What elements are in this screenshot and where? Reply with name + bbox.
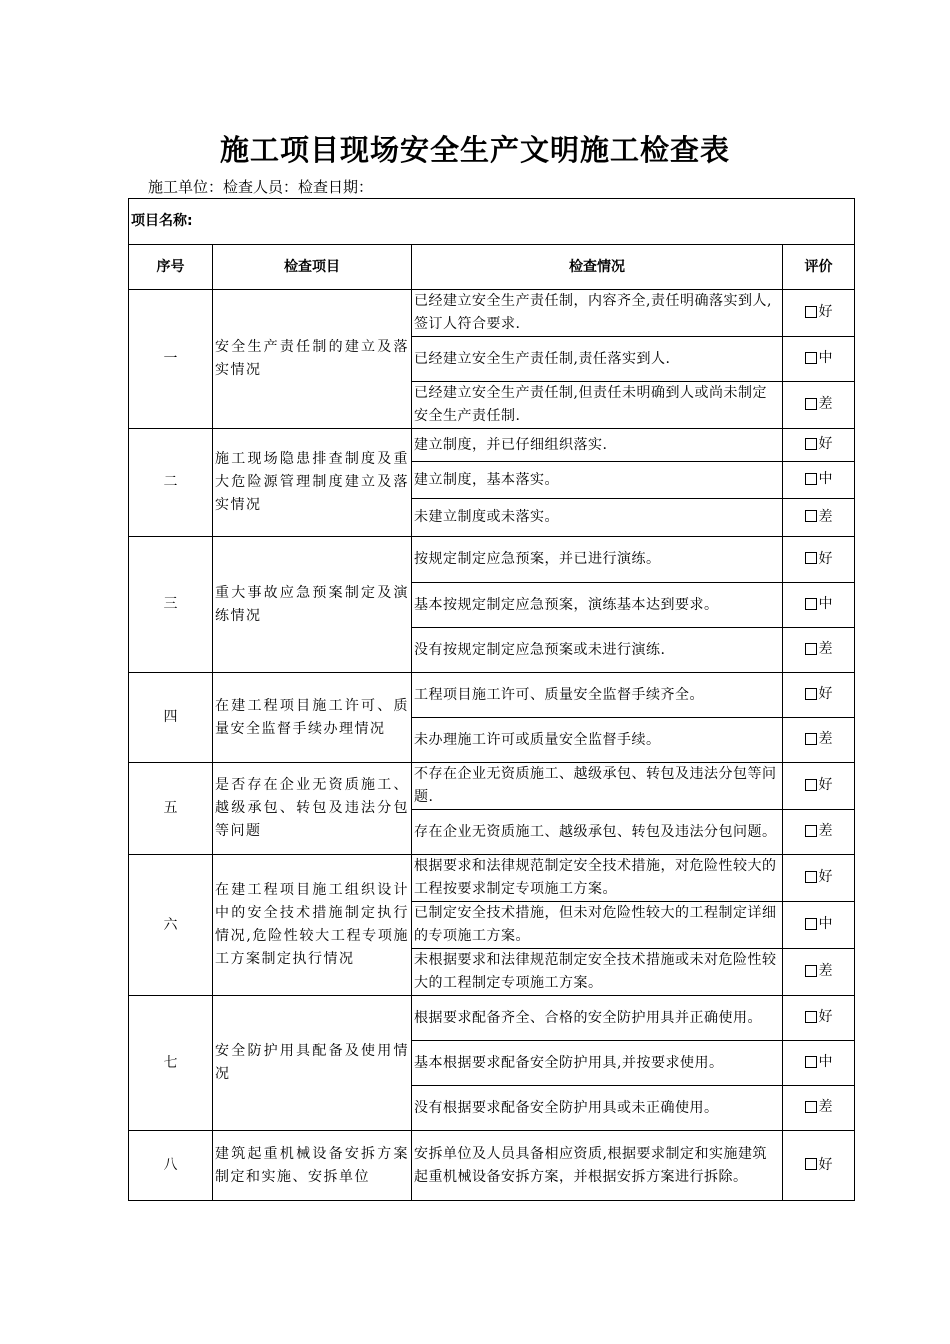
row-rating[interactable] — [783, 949, 855, 996]
checkbox-icon[interactable] — [805, 438, 817, 450]
row-rating[interactable] — [783, 628, 855, 673]
row-condition: 按规定制定应急预案，并已进行演练。 — [412, 537, 783, 583]
row-rating[interactable] — [783, 810, 855, 855]
row-rating[interactable] — [783, 583, 855, 628]
row-rating[interactable] — [783, 855, 855, 902]
row-rating[interactable] — [783, 996, 855, 1041]
row-check-item: 安全生产责任制的建立及落实情况 — [213, 290, 412, 429]
table-row — [129, 1131, 855, 1201]
rating-label: 好 — [818, 436, 833, 453]
checkbox-icon[interactable] — [805, 1011, 817, 1023]
checkbox-icon[interactable] — [805, 871, 817, 883]
rating-label: 中 — [818, 471, 833, 488]
row-condition: 工程项目施工许可、质量安全监督手续齐全。 — [412, 673, 783, 718]
row-rating[interactable] — [783, 1131, 855, 1201]
rating-label: 差 — [818, 731, 833, 748]
row-check-item: 建筑起重机械设备安拆方案制定和实施、安拆单位 — [213, 1131, 412, 1201]
row-rating[interactable] — [783, 462, 855, 499]
row-seq: 二 — [129, 429, 213, 537]
row-seq: 四 — [129, 673, 213, 763]
rating-label: 差 — [818, 1099, 833, 1116]
row-condition: 未建立制度或未落实。 — [412, 499, 783, 537]
checkbox-icon[interactable] — [805, 552, 817, 564]
rating-label: 中 — [818, 916, 833, 933]
page-title: 施工项目现场安全生产文明施工检查表 — [219, 133, 730, 167]
row-rating[interactable] — [783, 337, 855, 382]
rating-label: 差 — [818, 641, 833, 658]
checkbox-icon[interactable] — [805, 1158, 817, 1170]
row-condition: 安拆单位及人员具备相应资质,根据要求制定和实施建筑起重机械设备安拆方案，并根据安拆方案进行拆除。 — [412, 1131, 783, 1201]
header-seq: 序号 — [129, 245, 213, 290]
row-condition: 没有按规定制定应急预案或未进行演练. — [412, 628, 783, 673]
rating-label: 好 — [818, 777, 833, 794]
checkbox-icon[interactable] — [805, 965, 817, 977]
table-row — [129, 763, 855, 810]
row-check-item: 是否存在企业无资质施工、越级承包、转包及违法分包等问题 — [213, 763, 412, 855]
row-rating[interactable] — [783, 382, 855, 429]
rating-label: 差 — [818, 823, 833, 840]
row-condition: 已经建立安全生产责任制,责任落实到人. — [412, 337, 783, 382]
row-rating[interactable] — [783, 1086, 855, 1131]
inspection-info-line: 施工单位：检查人员：检查日期： — [148, 178, 374, 196]
row-rating[interactable] — [783, 763, 855, 810]
rating-label: 好 — [818, 869, 833, 886]
project-name-row — [129, 199, 855, 245]
row-check-item: 安全防护用具配备及使用情况 — [213, 996, 412, 1131]
row-seq: 六 — [129, 855, 213, 996]
row-condition: 不存在企业无资质施工、越级承包、转包及违法分包等问题. — [412, 763, 783, 810]
table-row — [129, 537, 855, 583]
rating-label: 中 — [818, 596, 833, 613]
checkbox-icon[interactable] — [805, 779, 817, 791]
rating-label: 差 — [818, 396, 833, 413]
checkbox-icon[interactable] — [805, 1101, 817, 1113]
header-condition: 检查情况 — [412, 245, 783, 290]
row-condition: 基本按规定制定应急预案，演练基本达到要求。 — [412, 583, 783, 628]
header-rating: 评价 — [783, 245, 855, 290]
row-seq: 七 — [129, 996, 213, 1131]
checkbox-icon[interactable] — [805, 598, 817, 610]
row-check-item: 重大事故应急预案制定及演练情况 — [213, 537, 412, 673]
checkbox-icon[interactable] — [805, 352, 817, 364]
row-seq: 三 — [129, 537, 213, 673]
row-seq: 一 — [129, 290, 213, 429]
checkbox-icon[interactable] — [805, 306, 817, 318]
row-rating[interactable] — [783, 902, 855, 949]
row-condition: 已制定安全技术措施，但未对危险性较大的工程制定详细的专项施工方案。 — [412, 902, 783, 949]
table-row — [129, 855, 855, 902]
checkbox-icon[interactable] — [805, 398, 817, 410]
rating-label: 中 — [818, 1054, 833, 1071]
row-rating[interactable] — [783, 718, 855, 763]
checkbox-icon[interactable] — [805, 643, 817, 655]
project-name-label: 项目名称: — [129, 199, 855, 245]
row-seq: 八 — [129, 1131, 213, 1201]
checkbox-icon[interactable] — [805, 733, 817, 745]
checkbox-icon[interactable] — [805, 688, 817, 700]
checkbox-icon[interactable] — [805, 473, 817, 485]
row-check-item: 施工现场隐患排查制度及重大危险源管理制度建立及落实情况 — [213, 429, 412, 537]
row-condition: 根据要求和法律规范制定安全技术措施，对危险性较大的工程按要求制定专项施工方案。 — [412, 855, 783, 902]
table-row — [129, 996, 855, 1041]
row-seq: 五 — [129, 763, 213, 855]
row-condition: 已经建立安全生产责任制，内容齐全,责任明确落实到人,签订人符合要求. — [412, 290, 783, 337]
row-condition: 存在企业无资质施工、越级承包、转包及违法分包问题。 — [412, 810, 783, 855]
table-row — [129, 429, 855, 462]
row-rating[interactable] — [783, 429, 855, 462]
row-rating[interactable] — [783, 537, 855, 583]
row-rating[interactable] — [783, 673, 855, 718]
row-rating[interactable] — [783, 499, 855, 537]
row-condition: 根据要求配备齐全、合格的安全防护用具并正确使用。 — [412, 996, 783, 1041]
row-rating[interactable] — [783, 290, 855, 337]
row-condition: 未办理施工许可或质量安全监督手续。 — [412, 718, 783, 763]
rating-label: 好 — [818, 304, 833, 321]
table-row — [129, 290, 855, 337]
row-condition: 建立制度，基本落实。 — [412, 462, 783, 499]
rating-label: 好 — [818, 1009, 833, 1026]
checkbox-icon[interactable] — [805, 510, 817, 522]
header-item: 检查项目 — [213, 245, 412, 290]
rating-label: 好 — [818, 1156, 833, 1173]
row-condition: 基本根据要求配备安全防护用具,并按要求使用。 — [412, 1041, 783, 1086]
header-row — [129, 245, 855, 290]
checkbox-icon[interactable] — [805, 825, 817, 837]
row-condition: 没有根据要求配备安全防护用具或未正确使用。 — [412, 1086, 783, 1131]
row-check-item: 在建工程项目施工许可、质量安全监督手续办理情况 — [213, 673, 412, 763]
checkbox-icon[interactable] — [805, 1056, 817, 1068]
table-row — [129, 673, 855, 718]
row-check-item: 在建工程项目施工组织设计中的安全技术措施制定执行情况,危险性较大工程专项施工方案制定执行情况 — [213, 855, 412, 996]
row-condition: 未根据要求和法律规范制定安全技术措施或未对危险性较大的工程制定专项施工方案。 — [412, 949, 783, 996]
rating-label: 差 — [818, 963, 833, 980]
rating-label: 中 — [818, 350, 833, 367]
inspection-table — [128, 198, 855, 1201]
row-rating[interactable] — [783, 1041, 855, 1086]
row-condition: 建立制度，并已仔细组织落实. — [412, 429, 783, 462]
rating-label: 好 — [818, 550, 833, 567]
row-condition: 已经建立安全生产责任制,但责任未明确到人或尚未制定安全生产责任制. — [412, 382, 783, 429]
rating-label: 差 — [818, 508, 833, 525]
checkbox-icon[interactable] — [805, 918, 817, 930]
rating-label: 好 — [818, 686, 833, 703]
